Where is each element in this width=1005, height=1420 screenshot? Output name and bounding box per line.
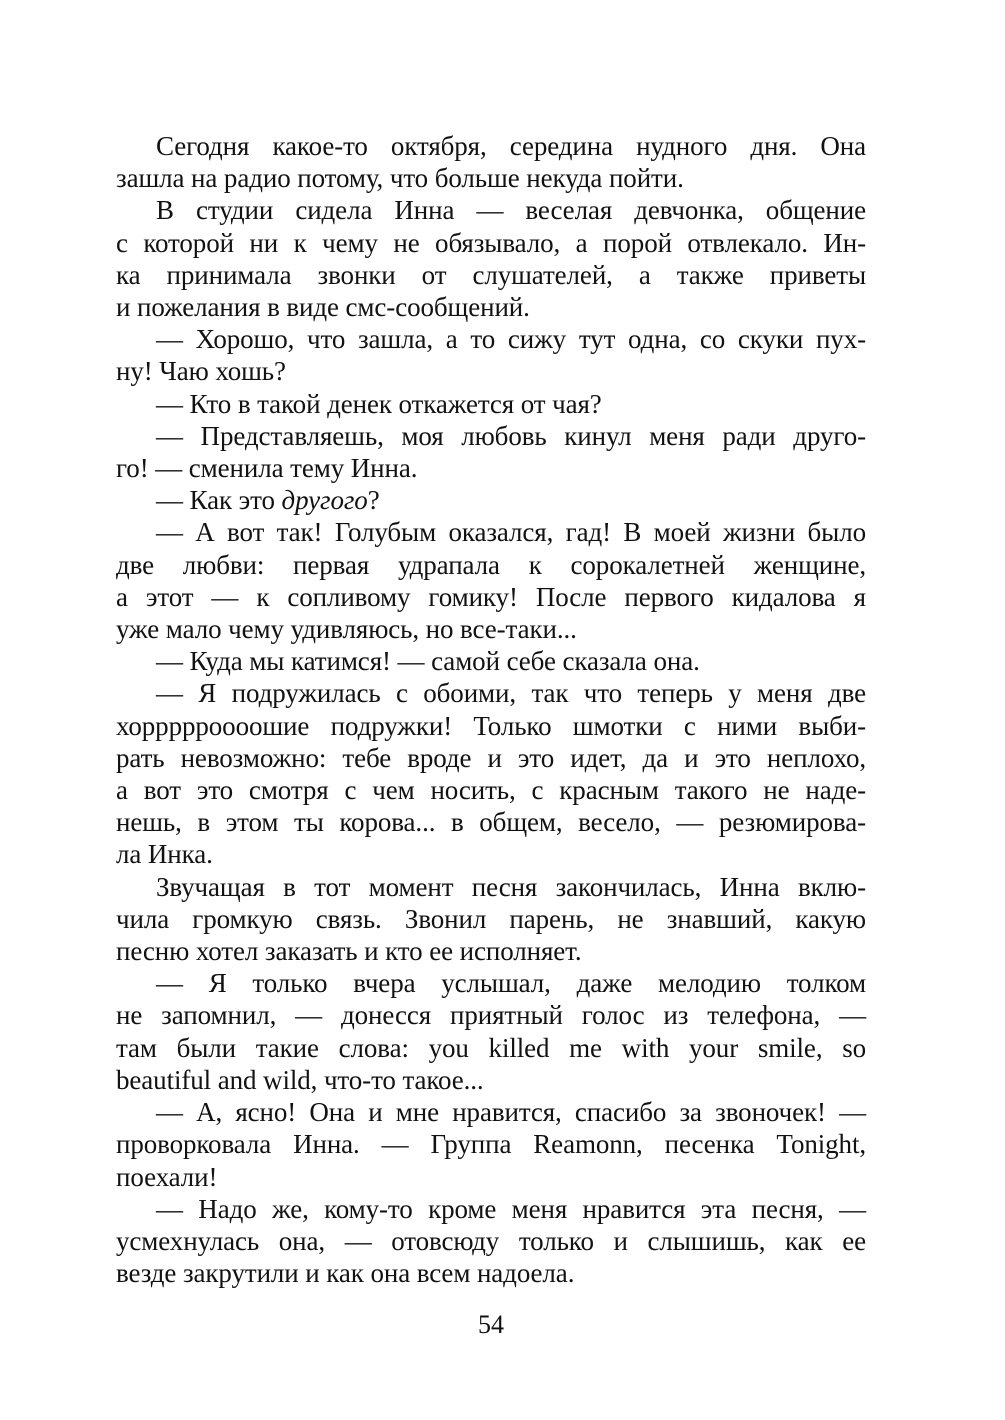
text-line xyxy=(116,1193,866,1225)
text-segment: две любви: первая удрапала к сорокалетней женщине, xyxy=(116,549,866,580)
text-line xyxy=(116,194,866,226)
text-line xyxy=(116,645,866,677)
text-segment: а вот это смотря с чем носить, с красным такого не наде- xyxy=(116,775,866,806)
text-segment: — Куда мы катимся! — самой себе сказала она. xyxy=(156,646,700,677)
text-segment: и пожелания в виде смс-сообщений. xyxy=(116,292,530,323)
text-line xyxy=(116,323,866,355)
text-segment: ну! Чаю хошь? xyxy=(116,356,286,387)
text-line xyxy=(116,710,866,742)
text-segment: там были такие слова: you killed me with your smile, so xyxy=(116,1032,866,1063)
paragraph xyxy=(116,677,866,870)
text-line xyxy=(116,1225,866,1257)
text-line xyxy=(116,871,866,903)
text-line xyxy=(116,1096,866,1128)
text-segment: поехали! xyxy=(116,1161,218,1192)
paragraph xyxy=(116,516,866,645)
text-segment: — Хорошо, что зашла, а то сижу тут одна, со скуки пух- xyxy=(156,324,866,355)
text-segment: чила громкую связь. Звонил парень, не знавший, какую xyxy=(116,903,866,934)
text-line xyxy=(116,162,866,194)
text-line xyxy=(116,1257,866,1289)
text-segment: — Я подружилась с обоими, так что теперь у меня две xyxy=(156,678,866,709)
paragraph xyxy=(116,388,866,420)
paragraph xyxy=(116,871,866,968)
text-segment: усмехнулась она, — отовсюду только и слышишь, как ее xyxy=(116,1225,866,1256)
text-segment: — Я только вчера услышал, даже мелодию толком xyxy=(156,968,866,999)
text-line xyxy=(116,1161,866,1193)
text-line xyxy=(116,516,866,548)
text-line xyxy=(116,1064,866,1096)
text-line xyxy=(116,388,866,420)
text-segment: — Представляешь, моя любовь кинул меня ради друго- xyxy=(156,420,866,451)
text-segment: ? xyxy=(367,485,380,516)
text-line xyxy=(116,999,866,1031)
text-line xyxy=(116,806,866,838)
text-segment: хоррррроооошие подружки! Только шмотки с ними выби- xyxy=(116,710,866,741)
text-segment: го! — сменила тему Инна. xyxy=(116,453,418,484)
page-text xyxy=(116,130,866,1289)
text-line xyxy=(116,484,866,516)
text-segment: — Кто в такой денек откажется от чая? xyxy=(156,388,602,419)
text-segment: уже мало чему удивляюсь, но все-таки... xyxy=(116,614,577,645)
text-line xyxy=(116,967,866,999)
text-segment: Сегодня какое-то октября, середина нудного дня. Она xyxy=(156,131,866,161)
text-line xyxy=(116,549,866,581)
text-line xyxy=(116,452,866,484)
text-line xyxy=(116,677,866,709)
paragraph xyxy=(116,1096,866,1193)
paragraph xyxy=(116,645,866,677)
text-line xyxy=(116,291,866,323)
text-segment: — А вот так! Голубым оказался, гад! В моей жизни было xyxy=(156,517,866,548)
text-line xyxy=(116,1032,866,1064)
text-line xyxy=(116,838,866,870)
text-segment: песню хотел заказать и кто ее исполняет. xyxy=(116,936,582,967)
italic-text-segment: другого xyxy=(281,485,368,516)
text-segment: — А, ясно! Она и мне нравится, спасибо за звоночек! — xyxy=(156,1097,866,1128)
text-segment: проворковала Инна. — Группа Reamonn, песенка Tonight, xyxy=(116,1129,866,1160)
text-segment: ла Инка. xyxy=(116,839,213,870)
text-segment: не запомнил, — донесся приятный голос из телефона, — xyxy=(116,1000,866,1031)
text-segment: Звучащая в тот момент песня закончилась, Инна вклю- xyxy=(156,871,866,902)
text-segment: В студии сидела Инна — веселая девчонка, общение xyxy=(156,195,866,226)
text-line xyxy=(116,227,866,259)
text-line xyxy=(116,355,866,387)
text-line xyxy=(116,935,866,967)
text-segment: рать невозможно: тебе вроде и это идет, да и это неплохо, xyxy=(116,742,866,773)
text-line xyxy=(116,903,866,935)
text-line xyxy=(116,581,866,613)
text-line xyxy=(116,420,866,452)
text-segment: — Надо же, кому-то кроме меня нравится эта песня, — xyxy=(156,1193,866,1224)
paragraph xyxy=(116,130,866,194)
text-line xyxy=(116,1128,866,1160)
text-line xyxy=(116,259,866,291)
text-segment: нешь, в этом ты корова... в общем, весело, — резюмирова- xyxy=(116,807,866,838)
text-segment: ка принимала звонки от слушателей, а также приветы xyxy=(116,259,866,290)
paragraph xyxy=(116,967,866,1096)
text-segment: с которой ни к чему не обязывало, а порой отвлекало. Ин- xyxy=(116,227,866,258)
paragraph xyxy=(116,323,866,387)
text-line xyxy=(116,613,866,645)
text-line xyxy=(116,130,866,162)
text-segment: beautiful and wild, что-то такое... xyxy=(116,1064,484,1095)
text-line xyxy=(116,774,866,806)
text-segment: — Как это xyxy=(156,485,282,516)
text-line xyxy=(116,742,866,774)
paragraph xyxy=(116,194,866,323)
text-segment: везде закрутили и как она всем надоела. xyxy=(116,1258,575,1289)
paragraph xyxy=(116,420,866,484)
text-segment: а этот — к сопливому гомику! После первого кидалова я xyxy=(116,581,866,612)
text-segment: зашла на радио потому, что больше некуда пойти. xyxy=(116,163,684,194)
paragraph xyxy=(116,484,866,516)
paragraph xyxy=(116,1193,866,1290)
page-number: 54 xyxy=(478,1310,504,1339)
